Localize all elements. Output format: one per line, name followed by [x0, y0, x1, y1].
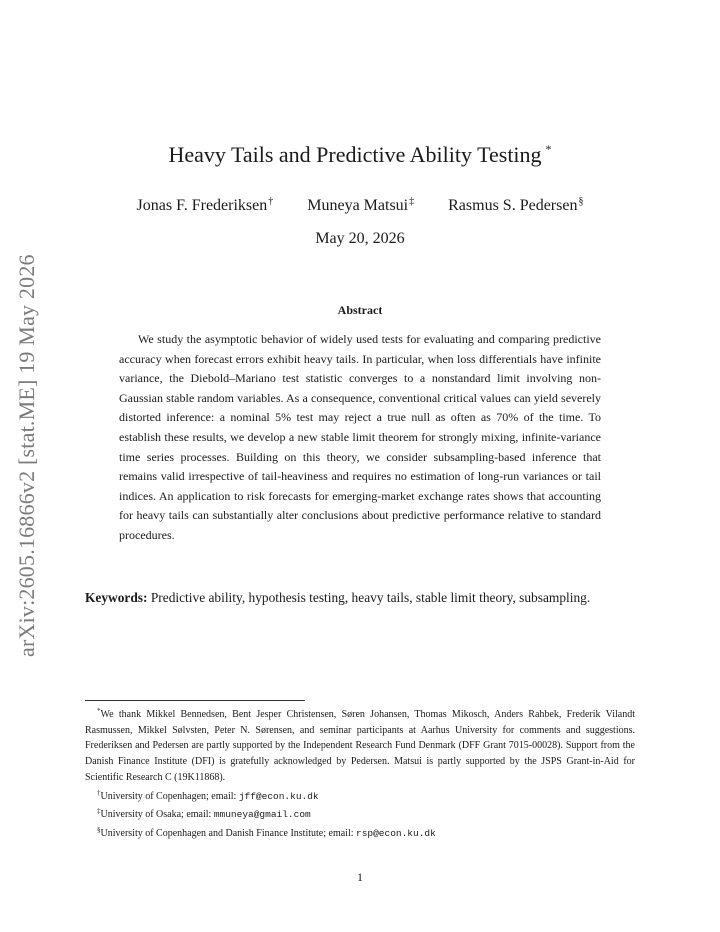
title-text: Heavy Tails and Predictive Ability Testing — [168, 142, 542, 167]
author-2 — [307, 196, 414, 215]
page-number: 1 — [357, 870, 363, 884]
footnote-text: University of Copenhagen and Danish Finance Institute; email: — [100, 827, 356, 839]
footnote-text: University of Copenhagen; email: — [100, 790, 239, 802]
author-name: Rasmus S. Pedersen — [448, 197, 578, 214]
author-list — [0, 196, 720, 215]
arxiv-identifier-stamp: arXiv:2605.16866v2 [stat.ME] 19 May 2026 — [14, 254, 39, 657]
footnote-acknowledgement — [85, 704, 635, 786]
email-link[interactable]: rsp@econ.ku.dk — [356, 827, 436, 839]
abstract-heading: Abstract — [337, 303, 383, 317]
footnote-text: University of Osaka; email: — [100, 809, 214, 821]
email-link[interactable]: jff@econ.ku.dk — [238, 790, 319, 802]
keywords-text: Predictive ability, hypothesis testing, heavy tails, stable limit theory, subsampling. — [150, 590, 591, 605]
author-footnote-mark: † — [268, 196, 274, 207]
footnote-divider — [85, 700, 305, 701]
footnote-affiliation-2 — [85, 804, 635, 823]
email-link[interactable]: mmuneya@gmail.com — [213, 809, 311, 821]
author-3 — [448, 196, 583, 215]
paper-title — [0, 142, 720, 168]
footnote-text: We thank Mikkel Bennedsen, Bent Jesper Christensen, Søren Johansen, Thomas Mikosch, Anders Rahbek, Frederik Vilandt Rasmussen, Mikkel Sølvsten, Peter N. Sørensen, and seminar participants at Aarhus University for comments and suggestions. Frederiksen and Pedersen are partly supported by the Independent Research Fund Denmark (DFF Grant 7015-00028). Support from the Danish Finance Institute (DFI) is gratefully acknowledged by Pedersen. Matsui is partly supported by the JSPS Grant-in-Aid for Scientific Research C (19K11868). — [85, 709, 635, 783]
author-footnote-mark: ‡ — [409, 196, 415, 207]
paper-date: May 20, 2026 — [315, 230, 405, 247]
author-footnote-mark: § — [578, 196, 584, 207]
footnote-affiliation-3 — [85, 823, 635, 842]
keywords-label: Keywords: — [85, 590, 148, 605]
footnote-mark: § — [97, 825, 101, 834]
keywords — [85, 588, 635, 608]
footnote-affiliation-1 — [85, 786, 635, 805]
author-name: Jonas F. Frederiksen — [136, 197, 268, 214]
footnote-mark: † — [97, 788, 101, 797]
author-1 — [137, 196, 274, 215]
author-name: Muneya Matsui — [307, 197, 409, 214]
footnote-mark: ‡ — [97, 807, 101, 816]
abstract-body: We study the asymptotic behavior of widely used tests for evaluating and comparing predictive accuracy when forecast errors exhibit heavy tails. In particular, when loss differentials have infinite variance, the Diebold–Mariano test statistic converges to a nonstandard limit involving non-Gaussian stable random variables. As a consequence, conventional critical values can yield severely distorted inference: a nominal 5% test may reject a true null as often as 70% of the time. To establish these results, we develop a new stable limit theorem for strongly mixing, infinite-variance time series processes. Building on this theory, we consider subsampling-based inference that remains valid irrespective of tail-heaviness and requires no estimation of long-run variances or tail indices. An application to risk forecasts for emerging-market exchange rates shows that accounting for heavy tails can substantially alter conclusions about predictive performance relative to standard procedures. — [119, 332, 601, 542]
footnote-mark: * — [97, 707, 101, 715]
footnotes — [85, 704, 635, 842]
title-footnote-mark: * — [545, 142, 552, 156]
